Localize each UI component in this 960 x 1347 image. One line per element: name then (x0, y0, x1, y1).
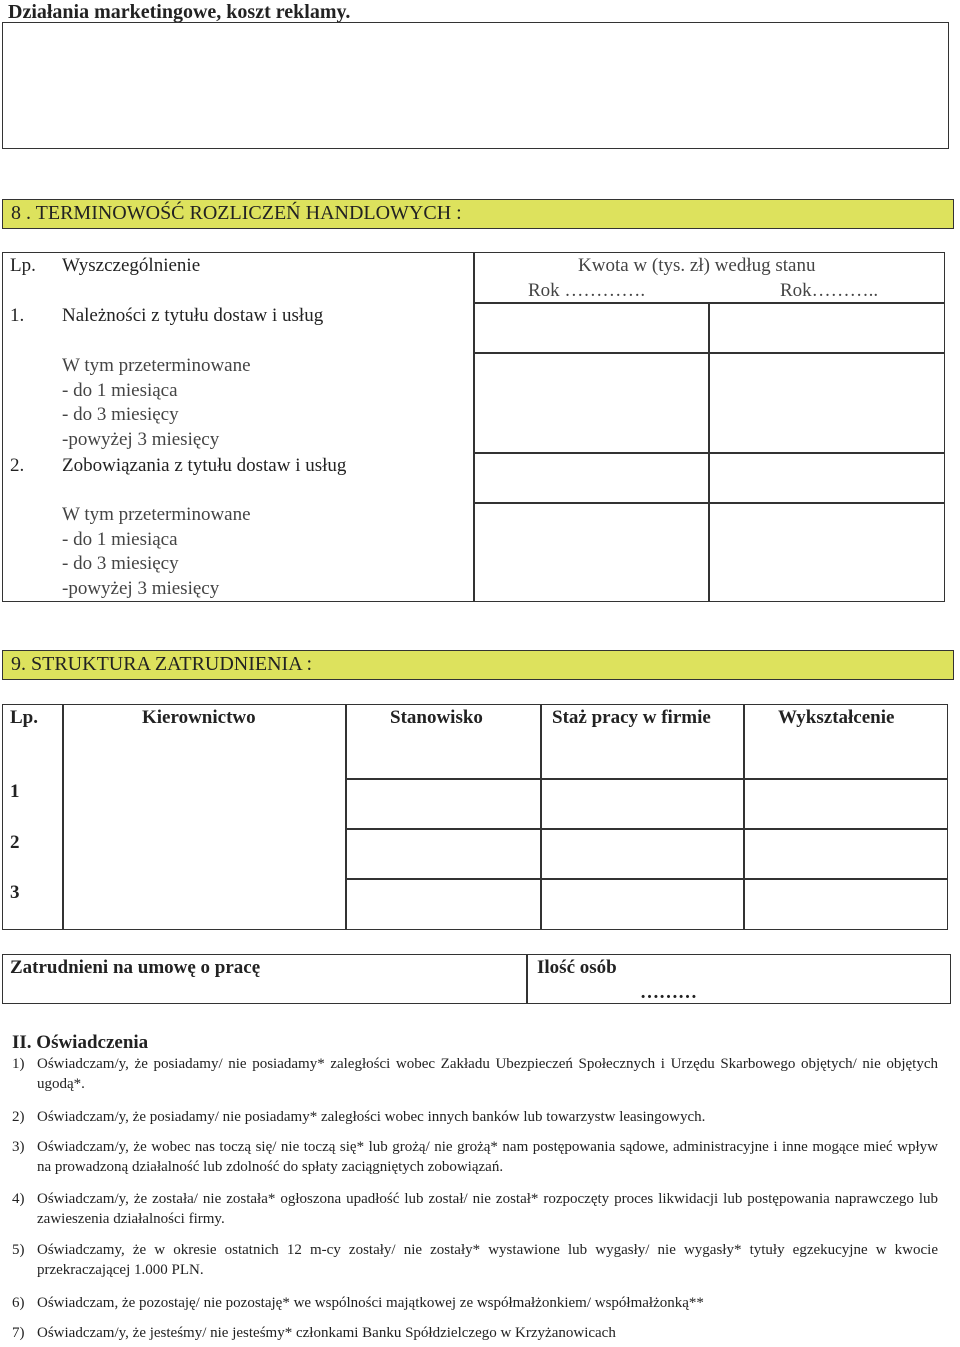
declaration-4: 4) Oświadczam/y, że została/ nie została* ogłoszona upadłość lub został/ nie został* rozpoczęty proces likwidacji lub postępowania naprawczego lub zawieszenia działalności firmy. (12, 1191, 938, 1227)
declaration-5: 5) Oświadczamy, że w okresie ostatnich 12 m-cy zostały/ nie zostały* wystawione lub wygasły/ nie wygasły* tytuły egzekucyjne w kwocie przekraczającej 1.000 PLN. (12, 1242, 938, 1278)
emp-header-position: Stanowisko (390, 707, 483, 728)
row2-overdue-list: W tym przeterminowane - do 1 miesiąca - do 3 miesięcy -powyżej 3 miesięcy (62, 504, 251, 599)
col-lp-header: Lp. (10, 255, 36, 276)
declaration-3: 3) Oświadczam/y, że wobec nas toczą się/ nie toczą się* lub grożą/ nie grożą* nam postępowania sądowe, administracyjne i inne mogące mieć wpływ na prowadzoną działalność lub zdolność do spłaty zaciągniętych zobowiązań. (12, 1139, 938, 1175)
year1-header: Rok …………. (528, 280, 646, 301)
emp-header-lp: Lp. (10, 707, 38, 728)
emp-row-2: 2 (10, 832, 20, 853)
declaration-2: 2) Oświadczam/y, że posiadamy/ nie posiadamy* zaległości wobec innych banków lub towarzystw leasingowych. (12, 1109, 706, 1125)
year2-header: Rok……….. (780, 280, 879, 301)
employed-label: Zatrudnieni na umowę o pracę (10, 957, 261, 978)
emp-header-education: Wykształcenie (778, 707, 895, 728)
marketing-title: Działania marketingowe, koszt reklamy. (8, 1, 351, 23)
emp-header-management: Kierownictwo (142, 707, 256, 728)
emp-row-1: 1 (10, 781, 20, 802)
row2-label: Zobowiązania z tytułu dostaw i usług (62, 455, 347, 476)
emp-header-seniority: Staż pracy w firmie (552, 707, 711, 728)
emp-row-3: 3 (10, 882, 20, 903)
section8-title: 8 . TERMINOWOŚĆ ROZLICZEŃ HANDLOWYCH : (2, 199, 954, 229)
col-desc-header: Wyszczególnienie (62, 255, 201, 276)
row1-label: Należności z tytułu dostaw i usług (62, 305, 324, 326)
declaration-1: 1) Oświadczam/y, że posiadamy/ nie posiadamy* zaległości wobec Zakładu Ubezpieczeń Społecznych i Urzędu Skarbowego objętych/ nie objętych ugodą*. (12, 1056, 938, 1092)
section9-title: 9. STRUKTURA ZATRUDNIENIA : (2, 650, 954, 680)
row1-number: 1. (10, 305, 25, 326)
col-amount-header: Kwota w (tys. zł) według stanu (578, 255, 816, 276)
count-label: Ilość osób (537, 957, 617, 978)
declarations-title: II. Oświadczenia (12, 1032, 149, 1053)
row1-overdue-list: W tym przeterminowane - do 1 miesiąca - do 3 miesięcy -powyżej 3 miesięcy (62, 355, 251, 450)
count-value[interactable]: ……… (640, 982, 697, 1003)
declaration-7: 7) Oświadczam/y, że jesteśmy/ nie jesteśmy* członkami Banku Spółdzielczego w Krzyżanowicach (12, 1325, 616, 1341)
declaration-6: 6) Oświadczam, że pozostaję/ nie pozostaję* we wspólności majątkowej ze współmałżonkiem/ współmałżonką** (12, 1295, 704, 1311)
row2-number: 2. (10, 455, 25, 476)
marketing-textbox[interactable] (2, 22, 949, 149)
